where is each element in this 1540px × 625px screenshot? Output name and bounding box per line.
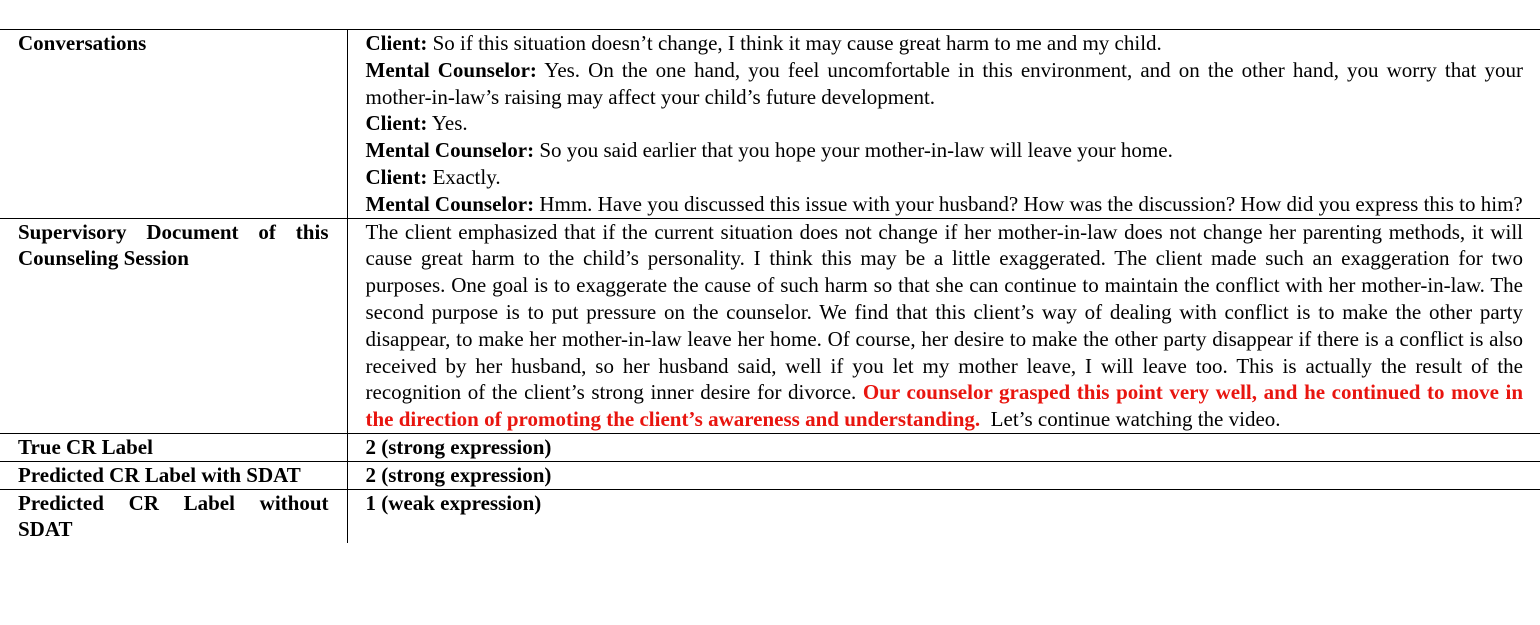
true-label-value: 2 (strong expression) bbox=[365, 434, 552, 459]
conversation-turn bbox=[366, 137, 1524, 164]
row-label-conversations: Conversations bbox=[0, 30, 347, 219]
row-label-pred-without: Predicted CR Label without SDAT bbox=[0, 489, 347, 543]
supervisory-highlight: Our counselor grasped this point very well, and he continued to move in the direction of promoting the client’s awareness and understanding. bbox=[365, 380, 1524, 432]
table-row-supervisory bbox=[0, 218, 1540, 433]
turn-text: Hmm. Have you discussed this issue with your husband? How was the discussion? How did you express this to him? bbox=[539, 191, 1523, 216]
speaker-label: Mental Counselor: bbox=[365, 138, 535, 163]
table-row-true-label bbox=[0, 433, 1540, 461]
turn-text: So if this situation doesn’t change, I think it may cause great harm to me and my child. bbox=[432, 31, 1162, 55]
pred-without-value: 1 (weak expression) bbox=[365, 490, 542, 515]
turn-text: Yes. On the one hand, you feel uncomfortable in this environment, and on the other hand, you worry that your mother-in-law’s raising may affect your child’s future development. bbox=[365, 57, 1523, 109]
row-label-pred-with: Predicted CR Label with SDAT bbox=[0, 461, 347, 489]
supervisory-text: The client emphasized that if the current situation does not change if her mother-in-law does not change her parenting methods, it will cause great harm to the child’s personality. I think this may be a little exaggerated. The client made such an exaggeration for two purposes. One goal is to exaggerate the cause of such harm so that she can continue to maintain the conflict with her mother-in-law. The second purpose is to put pressure on the counselor. We find that this client’s way of dealing with conflict is to make the other party disappear, to make her mother-in-law leave her home. Of course, her desire to make the other party disappear if there is a conflict is also received by her husband, so her husband said, well if you let my mother leave, I will leave too. This is actually the result of the recognition of the client’s strong inner desire for divorce. bbox=[365, 219, 1523, 405]
row-label-true: True CR Label bbox=[0, 433, 347, 461]
table-row-pred-with bbox=[0, 461, 1540, 489]
speaker-label: Client: bbox=[365, 31, 428, 55]
conversation-cell bbox=[347, 30, 1540, 219]
turn-text: Exactly. bbox=[432, 164, 501, 189]
supervisory-cell bbox=[347, 218, 1540, 433]
conversation-turn bbox=[366, 164, 1524, 191]
speaker-label: Client: bbox=[365, 111, 428, 136]
conversation-turn bbox=[366, 191, 1524, 218]
turn-text: So you said earlier that you hope your mother-in-law will leave your home. bbox=[539, 138, 1173, 163]
row-label-supervisory: Supervisory Document of this Counseling Session bbox=[0, 218, 347, 433]
speaker-label: Mental Counselor: bbox=[365, 57, 537, 82]
conversation-turn bbox=[366, 110, 1524, 137]
turn-text: Yes. bbox=[431, 111, 468, 136]
table-row-conversations bbox=[0, 30, 1540, 219]
speaker-label: Mental Counselor: bbox=[365, 191, 535, 216]
table-row-pred-without bbox=[0, 489, 1540, 543]
conversation-turn bbox=[366, 30, 1524, 57]
conversation-turn bbox=[366, 57, 1524, 111]
comparison-table bbox=[0, 29, 1540, 543]
supervisory-tail: Let’s continue watching the video. bbox=[990, 407, 1281, 432]
pred-with-value: 2 (strong expression) bbox=[365, 462, 552, 487]
speaker-label: Client: bbox=[365, 164, 428, 189]
